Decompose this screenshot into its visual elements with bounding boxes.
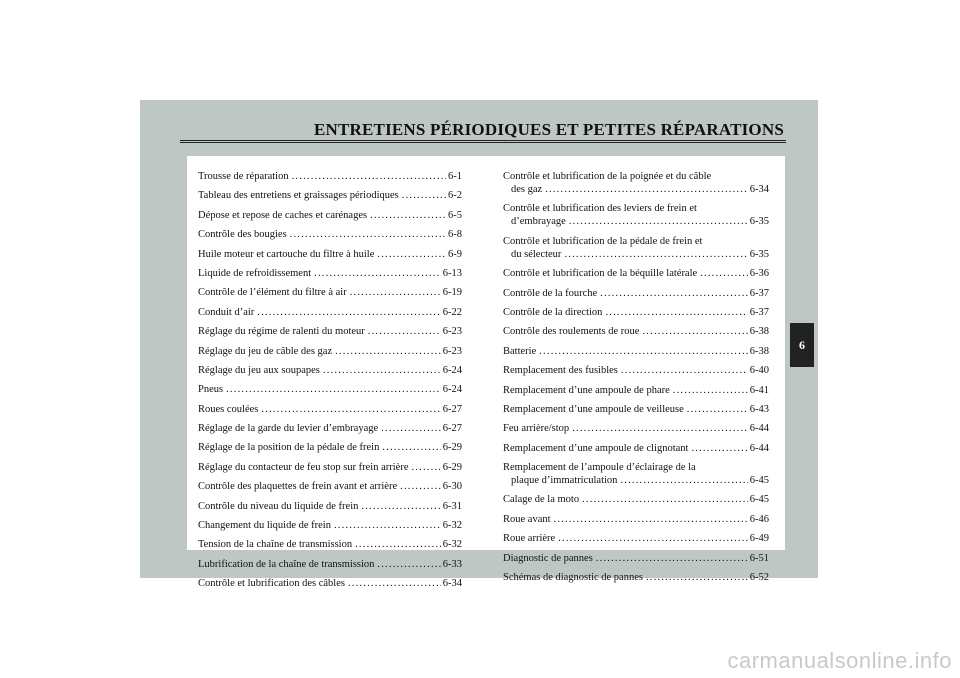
toc-page-number: 6-30 bbox=[442, 481, 462, 493]
toc-leader-dots bbox=[558, 532, 748, 545]
toc-entry-label: Réglage du jeu de câble des gaz bbox=[198, 345, 333, 357]
toc-page-number: 6-19 bbox=[442, 287, 462, 299]
toc-leader-dots bbox=[361, 500, 440, 513]
toc-entry-label: Réglage du régime de ralenti du moteur bbox=[198, 326, 365, 338]
toc-leader-dots bbox=[257, 306, 440, 319]
toc-entry-title-line: Contrôle et lubrification de la pédale de frein et bbox=[503, 235, 703, 247]
toc-entry-label: Remplacement d’une ampoule de veilleuse bbox=[503, 403, 684, 415]
toc-leader-dots bbox=[673, 384, 748, 397]
toc-content bbox=[187, 156, 785, 590]
toc-entry-label: Huile moteur et cartouche du filtre à huile bbox=[198, 248, 375, 260]
toc-page-number: 6-51 bbox=[749, 552, 769, 564]
toc-page-number: 6-38 bbox=[749, 345, 769, 357]
toc-leader-dots bbox=[377, 248, 446, 261]
toc-entry[interactable] bbox=[198, 364, 462, 377]
toc-entry[interactable] bbox=[503, 461, 769, 487]
toc-entry[interactable] bbox=[198, 306, 462, 319]
toc-entry[interactable] bbox=[503, 384, 769, 397]
toc-entry-label: Contrôle et lubrification de la béquille latérale bbox=[503, 268, 698, 280]
toc-page-number: 6-49 bbox=[749, 533, 769, 545]
toc-entry[interactable] bbox=[503, 267, 769, 280]
toc-entry[interactable] bbox=[198, 441, 462, 454]
title-rule bbox=[180, 140, 786, 143]
toc-leader-dots bbox=[605, 306, 747, 319]
toc-entry-label: Remplacement des fusibles bbox=[503, 365, 618, 377]
toc-entry-label: Feu arrière/stop bbox=[503, 423, 570, 435]
toc-entry-continuation bbox=[511, 248, 769, 261]
chapter-tab[interactable]: 6 bbox=[790, 323, 814, 367]
toc-leader-dots bbox=[569, 215, 748, 228]
toc-entry[interactable] bbox=[503, 345, 769, 358]
toc-leader-dots bbox=[377, 558, 440, 571]
toc-page-number: 6-45 bbox=[749, 475, 769, 487]
toc-entry-label: Batterie bbox=[503, 345, 537, 357]
toc-page-number: 6-29 bbox=[442, 442, 462, 454]
toc-entry-label: Conduit d’air bbox=[198, 306, 255, 318]
toc-entry[interactable] bbox=[503, 513, 769, 526]
toc-entry[interactable] bbox=[198, 461, 462, 474]
toc-page-number: 6-44 bbox=[749, 423, 769, 435]
toc-leader-dots bbox=[539, 345, 748, 358]
toc-page-number: 6-2 bbox=[448, 190, 462, 202]
toc-entry-label: Contrôle du niveau du liquide de frein bbox=[198, 500, 359, 512]
toc-leader-dots bbox=[368, 325, 441, 338]
toc-page-number: 6-43 bbox=[749, 403, 769, 415]
toc-leader-dots bbox=[348, 577, 441, 590]
toc-entry-label: Contrôle des bougies bbox=[198, 229, 287, 241]
toc-entry[interactable] bbox=[503, 422, 769, 435]
toc-leader-dots bbox=[335, 345, 441, 358]
toc-leader-dots bbox=[646, 571, 748, 584]
toc-page-number: 6-23 bbox=[442, 345, 462, 357]
toc-entry-label: Contrôle des plaquettes de frein avant et arrière bbox=[198, 481, 398, 493]
toc-leader-dots bbox=[564, 248, 747, 261]
toc-leader-dots bbox=[314, 267, 441, 280]
toc-entry[interactable] bbox=[198, 189, 462, 202]
toc-leader-dots bbox=[642, 325, 747, 338]
toc-page-number: 6-8 bbox=[448, 229, 462, 241]
toc-leader-dots bbox=[350, 286, 441, 299]
toc-entry-label: du sélecteur bbox=[511, 248, 562, 260]
toc-leader-dots bbox=[400, 480, 441, 493]
toc-leader-dots bbox=[323, 364, 441, 377]
toc-entry[interactable] bbox=[198, 228, 462, 241]
toc-entry[interactable] bbox=[198, 519, 462, 532]
toc-leader-dots bbox=[412, 461, 441, 474]
toc-leader-dots bbox=[370, 209, 446, 222]
toc-entry-continuation bbox=[511, 215, 769, 228]
toc-page-number: 6-27 bbox=[442, 403, 462, 415]
toc-entry[interactable] bbox=[198, 267, 462, 280]
toc-leader-dots bbox=[402, 189, 446, 202]
toc-page-number: 6-31 bbox=[442, 500, 462, 512]
toc-entry[interactable] bbox=[198, 248, 462, 261]
toc-entry[interactable] bbox=[503, 287, 769, 300]
toc-leader-dots bbox=[700, 267, 748, 280]
toc-entry[interactable] bbox=[198, 209, 462, 222]
toc-leader-dots bbox=[582, 493, 748, 506]
toc-entry-label: Contrôle de l’élément du filtre à air bbox=[198, 287, 347, 299]
toc-page-number: 6-24 bbox=[442, 384, 462, 396]
page-title: ENTRETIENS PÉRIODIQUES ET PETITES RÉPARATIONS bbox=[313, 120, 784, 139]
toc-leader-dots bbox=[355, 538, 441, 551]
toc-page-number: 6-38 bbox=[749, 326, 769, 338]
toc-page-number: 6-37 bbox=[749, 306, 769, 318]
toc-entry-continuation bbox=[511, 474, 769, 487]
toc-page-number: 6-9 bbox=[448, 248, 462, 260]
toc-leader-dots bbox=[290, 228, 446, 241]
toc-page-number: 6-41 bbox=[749, 384, 769, 396]
toc-page-number: 6-13 bbox=[442, 267, 462, 279]
toc-leader-dots bbox=[691, 442, 747, 455]
toc-page-number: 6-27 bbox=[442, 423, 462, 435]
toc-entry[interactable] bbox=[503, 306, 769, 319]
toc-leader-dots bbox=[621, 364, 748, 377]
toc-page-number: 6-36 bbox=[749, 268, 769, 280]
toc-entry-label: plaque d’immatriculation bbox=[511, 475, 618, 487]
toc-entry[interactable] bbox=[198, 383, 462, 396]
toc-entry[interactable] bbox=[198, 480, 462, 493]
toc-leader-dots bbox=[687, 403, 748, 416]
toc-page-number: 6-23 bbox=[442, 326, 462, 338]
toc-entry-label: Contrôle et lubrification des câbles bbox=[198, 578, 345, 590]
toc-entry-label: Roues coulées bbox=[198, 403, 259, 415]
toc-entry[interactable] bbox=[198, 403, 462, 416]
toc-entry-label: Lubrification de la chaîne de transmission bbox=[198, 558, 375, 570]
toc-entry[interactable] bbox=[503, 493, 769, 506]
toc-leader-dots bbox=[226, 383, 441, 396]
toc-page-number: 6-35 bbox=[749, 216, 769, 228]
toc-page-number: 6-44 bbox=[749, 442, 769, 454]
toc-entry[interactable] bbox=[198, 538, 462, 551]
toc-leader-dots bbox=[261, 403, 440, 416]
toc-entry-label: Contrôle des roulements de roue bbox=[503, 326, 640, 338]
toc-entry[interactable] bbox=[503, 364, 769, 377]
toc-entry[interactable] bbox=[198, 422, 462, 435]
toc-leader-dots bbox=[292, 170, 446, 183]
toc-entry[interactable] bbox=[503, 170, 769, 196]
toc-page-number: 6-52 bbox=[749, 572, 769, 584]
toc-entry-label: Schémas de diagnostic de pannes bbox=[503, 572, 643, 584]
toc-entry-label: Roue avant bbox=[503, 513, 551, 525]
toc-entry[interactable] bbox=[503, 442, 769, 455]
toc-leader-dots bbox=[334, 519, 441, 532]
toc-right-column bbox=[503, 170, 769, 590]
toc-leader-dots bbox=[382, 441, 440, 454]
toc-entry[interactable] bbox=[198, 286, 462, 299]
toc-page-number: 6-5 bbox=[448, 209, 462, 221]
toc-leader-dots bbox=[381, 422, 441, 435]
toc-entry-label: Roue arrière bbox=[503, 533, 556, 545]
toc-entry-label: Liquide de refroidissement bbox=[198, 267, 312, 279]
toc-page-number: 6-24 bbox=[442, 364, 462, 376]
toc-page-number: 6-37 bbox=[749, 287, 769, 299]
toc-page-number: 6-35 bbox=[749, 248, 769, 260]
title-bar bbox=[180, 120, 786, 148]
toc-entry-label: Remplacement d’une ampoule de phare bbox=[503, 384, 670, 396]
toc-entry-label: Contrôle de la direction bbox=[503, 306, 603, 318]
toc-entry-label: Tension de la chaîne de transmission bbox=[198, 539, 353, 551]
toc-leader-dots bbox=[596, 552, 748, 565]
toc-entry-label: Remplacement d’une ampoule de clignotant bbox=[503, 442, 689, 454]
toc-entry-continuation bbox=[511, 183, 769, 196]
toc-entry[interactable] bbox=[503, 235, 769, 261]
toc-entry-label: des gaz bbox=[511, 184, 543, 195]
toc-entry[interactable] bbox=[503, 571, 769, 584]
toc-entry-label: Calage de la moto bbox=[503, 494, 580, 506]
toc-entry-label: Pneus bbox=[198, 384, 224, 396]
toc-entry[interactable] bbox=[503, 532, 769, 545]
toc-page-number: 6-34 bbox=[442, 578, 462, 590]
toc-entry-label: Trousse de réparation bbox=[198, 171, 289, 182]
toc-entry-label: Tableau des entretiens et graissages périodiques bbox=[198, 190, 399, 202]
toc-entry-label: Réglage du contacteur de feu stop sur frein arrière bbox=[198, 461, 409, 473]
toc-leader-dots bbox=[554, 513, 748, 526]
toc-entry-label: Réglage de la garde du levier d’embrayage bbox=[198, 423, 379, 435]
toc-left-column bbox=[198, 170, 462, 597]
toc-entry[interactable] bbox=[198, 500, 462, 513]
toc-page-number: 6-33 bbox=[442, 558, 462, 570]
toc-page-number: 6-1 bbox=[448, 171, 462, 182]
toc-leader-dots bbox=[620, 474, 747, 487]
toc-entry-label: Diagnostic de pannes bbox=[503, 552, 593, 564]
toc-page-number: 6-34 bbox=[749, 184, 769, 195]
toc-page-number: 6-32 bbox=[442, 520, 462, 532]
toc-leader-dots bbox=[545, 183, 748, 196]
toc-entry-label: Dépose et repose de caches et carénages bbox=[198, 209, 368, 221]
toc-entry-label: d’embrayage bbox=[511, 216, 566, 228]
toc-leader-dots bbox=[600, 287, 748, 300]
toc-entry[interactable] bbox=[503, 202, 769, 228]
toc-entry-label: Réglage de la position de la pédale de frein bbox=[198, 442, 380, 454]
toc-entry[interactable] bbox=[198, 558, 462, 571]
toc-page-number: 6-46 bbox=[749, 513, 769, 525]
toc-entry[interactable] bbox=[198, 325, 462, 338]
toc-entry[interactable] bbox=[198, 577, 462, 590]
toc-page-number: 6-29 bbox=[442, 461, 462, 473]
toc-page-number: 6-32 bbox=[442, 539, 462, 551]
toc-entry-label: Réglage du jeu aux soupapes bbox=[198, 364, 320, 376]
toc-entry-title-line: Contrôle et lubrification de la poignée et du câble bbox=[503, 171, 712, 182]
toc-page-number: 6-22 bbox=[442, 306, 462, 318]
toc-entry[interactable] bbox=[198, 345, 462, 358]
toc-page-number: 6-40 bbox=[749, 365, 769, 377]
toc-page-number: 6-45 bbox=[749, 494, 769, 506]
toc-entry-title-line: Contrôle et lubrification des leviers de frein et bbox=[503, 203, 697, 215]
toc-leader-dots bbox=[572, 422, 748, 435]
toc-entry[interactable] bbox=[198, 170, 462, 183]
toc-entry[interactable] bbox=[503, 325, 769, 338]
watermark: carmanualsonline.info bbox=[727, 648, 952, 673]
toc-entry[interactable] bbox=[503, 552, 769, 565]
toc-entry-label: Changement du liquide de frein bbox=[198, 520, 331, 532]
toc-entry-title-line: Remplacement de l’ampoule d’éclairage de la bbox=[503, 462, 696, 474]
toc-entry[interactable] bbox=[503, 403, 769, 416]
toc-entry-label: Contrôle de la fourche bbox=[503, 287, 598, 299]
